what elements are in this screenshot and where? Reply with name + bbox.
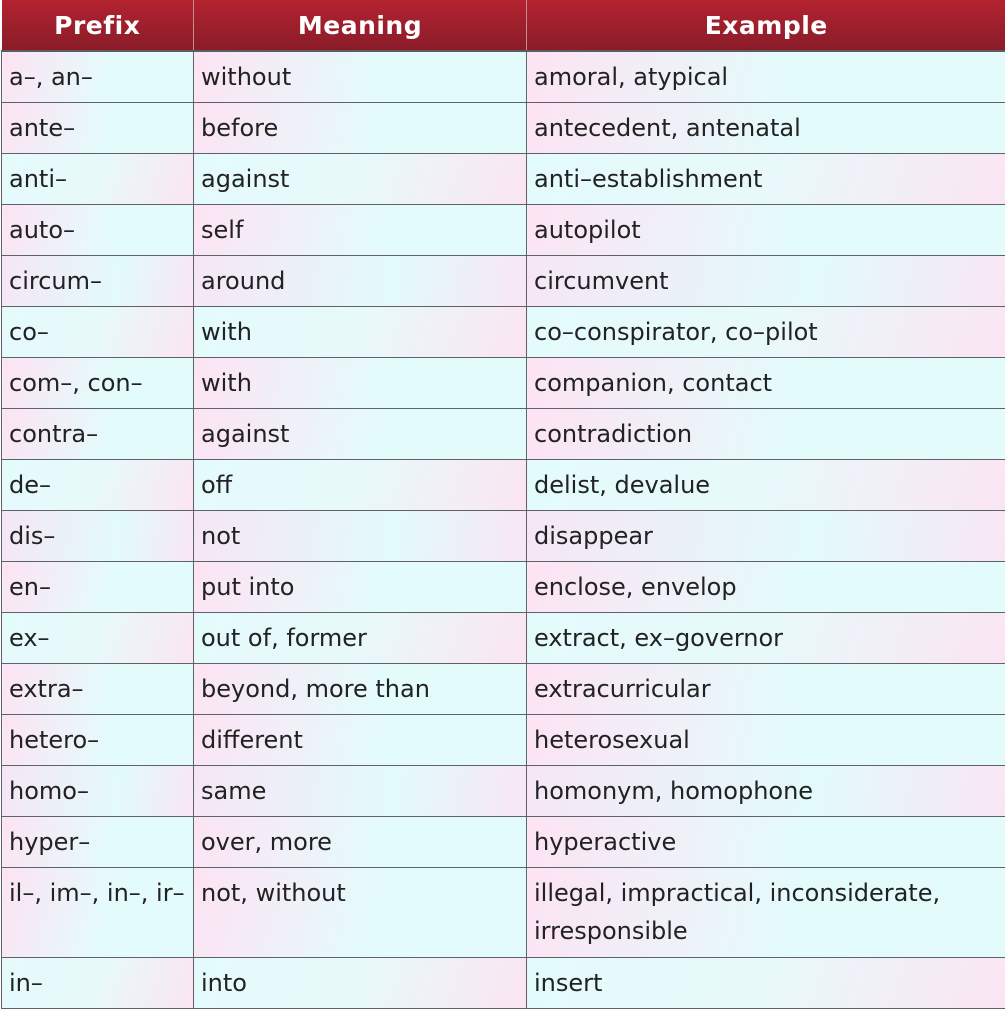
- table-header: [2, 0, 1005, 51]
- cell-prefix: il–, im–, in–, ir–: [2, 868, 194, 958]
- table-row: [2, 307, 1005, 358]
- cell-meaning: not: [194, 511, 527, 562]
- cell-example: co–conspirator, co–pilot: [527, 307, 1005, 358]
- table-row: [2, 958, 1005, 1009]
- table-row: [2, 766, 1005, 817]
- cell-example: enclose, envelop: [527, 562, 1005, 613]
- cell-prefix: co–: [2, 307, 194, 358]
- table-row: [2, 460, 1005, 511]
- cell-prefix: in–: [2, 958, 194, 1009]
- cell-example: autopilot: [527, 205, 1005, 256]
- cell-prefix: homo–: [2, 766, 194, 817]
- cell-example: extract, ex–governor: [527, 613, 1005, 664]
- cell-meaning: into: [194, 958, 527, 1009]
- cell-meaning: same: [194, 766, 527, 817]
- cell-meaning: against: [194, 154, 527, 205]
- column-header-prefix: Prefix: [2, 0, 194, 51]
- cell-example: circumvent: [527, 256, 1005, 307]
- cell-prefix: auto–: [2, 205, 194, 256]
- cell-meaning: different: [194, 715, 527, 766]
- table-body: [2, 51, 1005, 1009]
- table-row: [2, 664, 1005, 715]
- cell-example: amoral, atypical: [527, 51, 1005, 103]
- cell-prefix: a–, an–: [2, 51, 194, 103]
- cell-example: anti–establishment: [527, 154, 1005, 205]
- column-header-example: Example: [527, 0, 1005, 51]
- cell-example: companion, contact: [527, 358, 1005, 409]
- table-row: [2, 817, 1005, 868]
- cell-prefix: circum–: [2, 256, 194, 307]
- cell-example: insert: [527, 958, 1005, 1009]
- cell-meaning: against: [194, 409, 527, 460]
- cell-prefix: ante–: [2, 103, 194, 154]
- table-row: [2, 256, 1005, 307]
- prefix-table: [1, 0, 1005, 1009]
- cell-meaning: without: [194, 51, 527, 103]
- cell-example: delist, devalue: [527, 460, 1005, 511]
- cell-example: hyperactive: [527, 817, 1005, 868]
- table-row: [2, 868, 1005, 958]
- table-row: [2, 613, 1005, 664]
- cell-prefix: anti–: [2, 154, 194, 205]
- table-row: [2, 51, 1005, 103]
- table-row: [2, 409, 1005, 460]
- cell-meaning: put into: [194, 562, 527, 613]
- cell-meaning: beyond, more than: [194, 664, 527, 715]
- cell-prefix: contra–: [2, 409, 194, 460]
- column-header-meaning: Meaning: [194, 0, 527, 51]
- cell-example: contradiction: [527, 409, 1005, 460]
- cell-meaning: around: [194, 256, 527, 307]
- cell-example: extracurricular: [527, 664, 1005, 715]
- cell-prefix: dis–: [2, 511, 194, 562]
- cell-example: heterosexual: [527, 715, 1005, 766]
- cell-meaning: over, more: [194, 817, 527, 868]
- cell-example: homonym, homophone: [527, 766, 1005, 817]
- cell-example: disappear: [527, 511, 1005, 562]
- header-row: [2, 0, 1005, 51]
- cell-example: illegal, impractical, inconsiderate, irresponsible: [527, 868, 1005, 958]
- table-row: [2, 562, 1005, 613]
- cell-prefix: extra–: [2, 664, 194, 715]
- cell-meaning: out of, former: [194, 613, 527, 664]
- cell-prefix: hetero–: [2, 715, 194, 766]
- cell-prefix: de–: [2, 460, 194, 511]
- cell-meaning: not, without: [194, 868, 527, 958]
- cell-prefix: ex–: [2, 613, 194, 664]
- cell-prefix: hyper–: [2, 817, 194, 868]
- cell-prefix: com–, con–: [2, 358, 194, 409]
- table-row: [2, 358, 1005, 409]
- cell-meaning: off: [194, 460, 527, 511]
- table-row: [2, 205, 1005, 256]
- table-row: [2, 715, 1005, 766]
- table-row: [2, 103, 1005, 154]
- cell-meaning: with: [194, 307, 527, 358]
- table-row: [2, 511, 1005, 562]
- table-row: [2, 154, 1005, 205]
- cell-meaning: before: [194, 103, 527, 154]
- cell-meaning: self: [194, 205, 527, 256]
- cell-example: antecedent, antenatal: [527, 103, 1005, 154]
- cell-prefix: en–: [2, 562, 194, 613]
- cell-meaning: with: [194, 358, 527, 409]
